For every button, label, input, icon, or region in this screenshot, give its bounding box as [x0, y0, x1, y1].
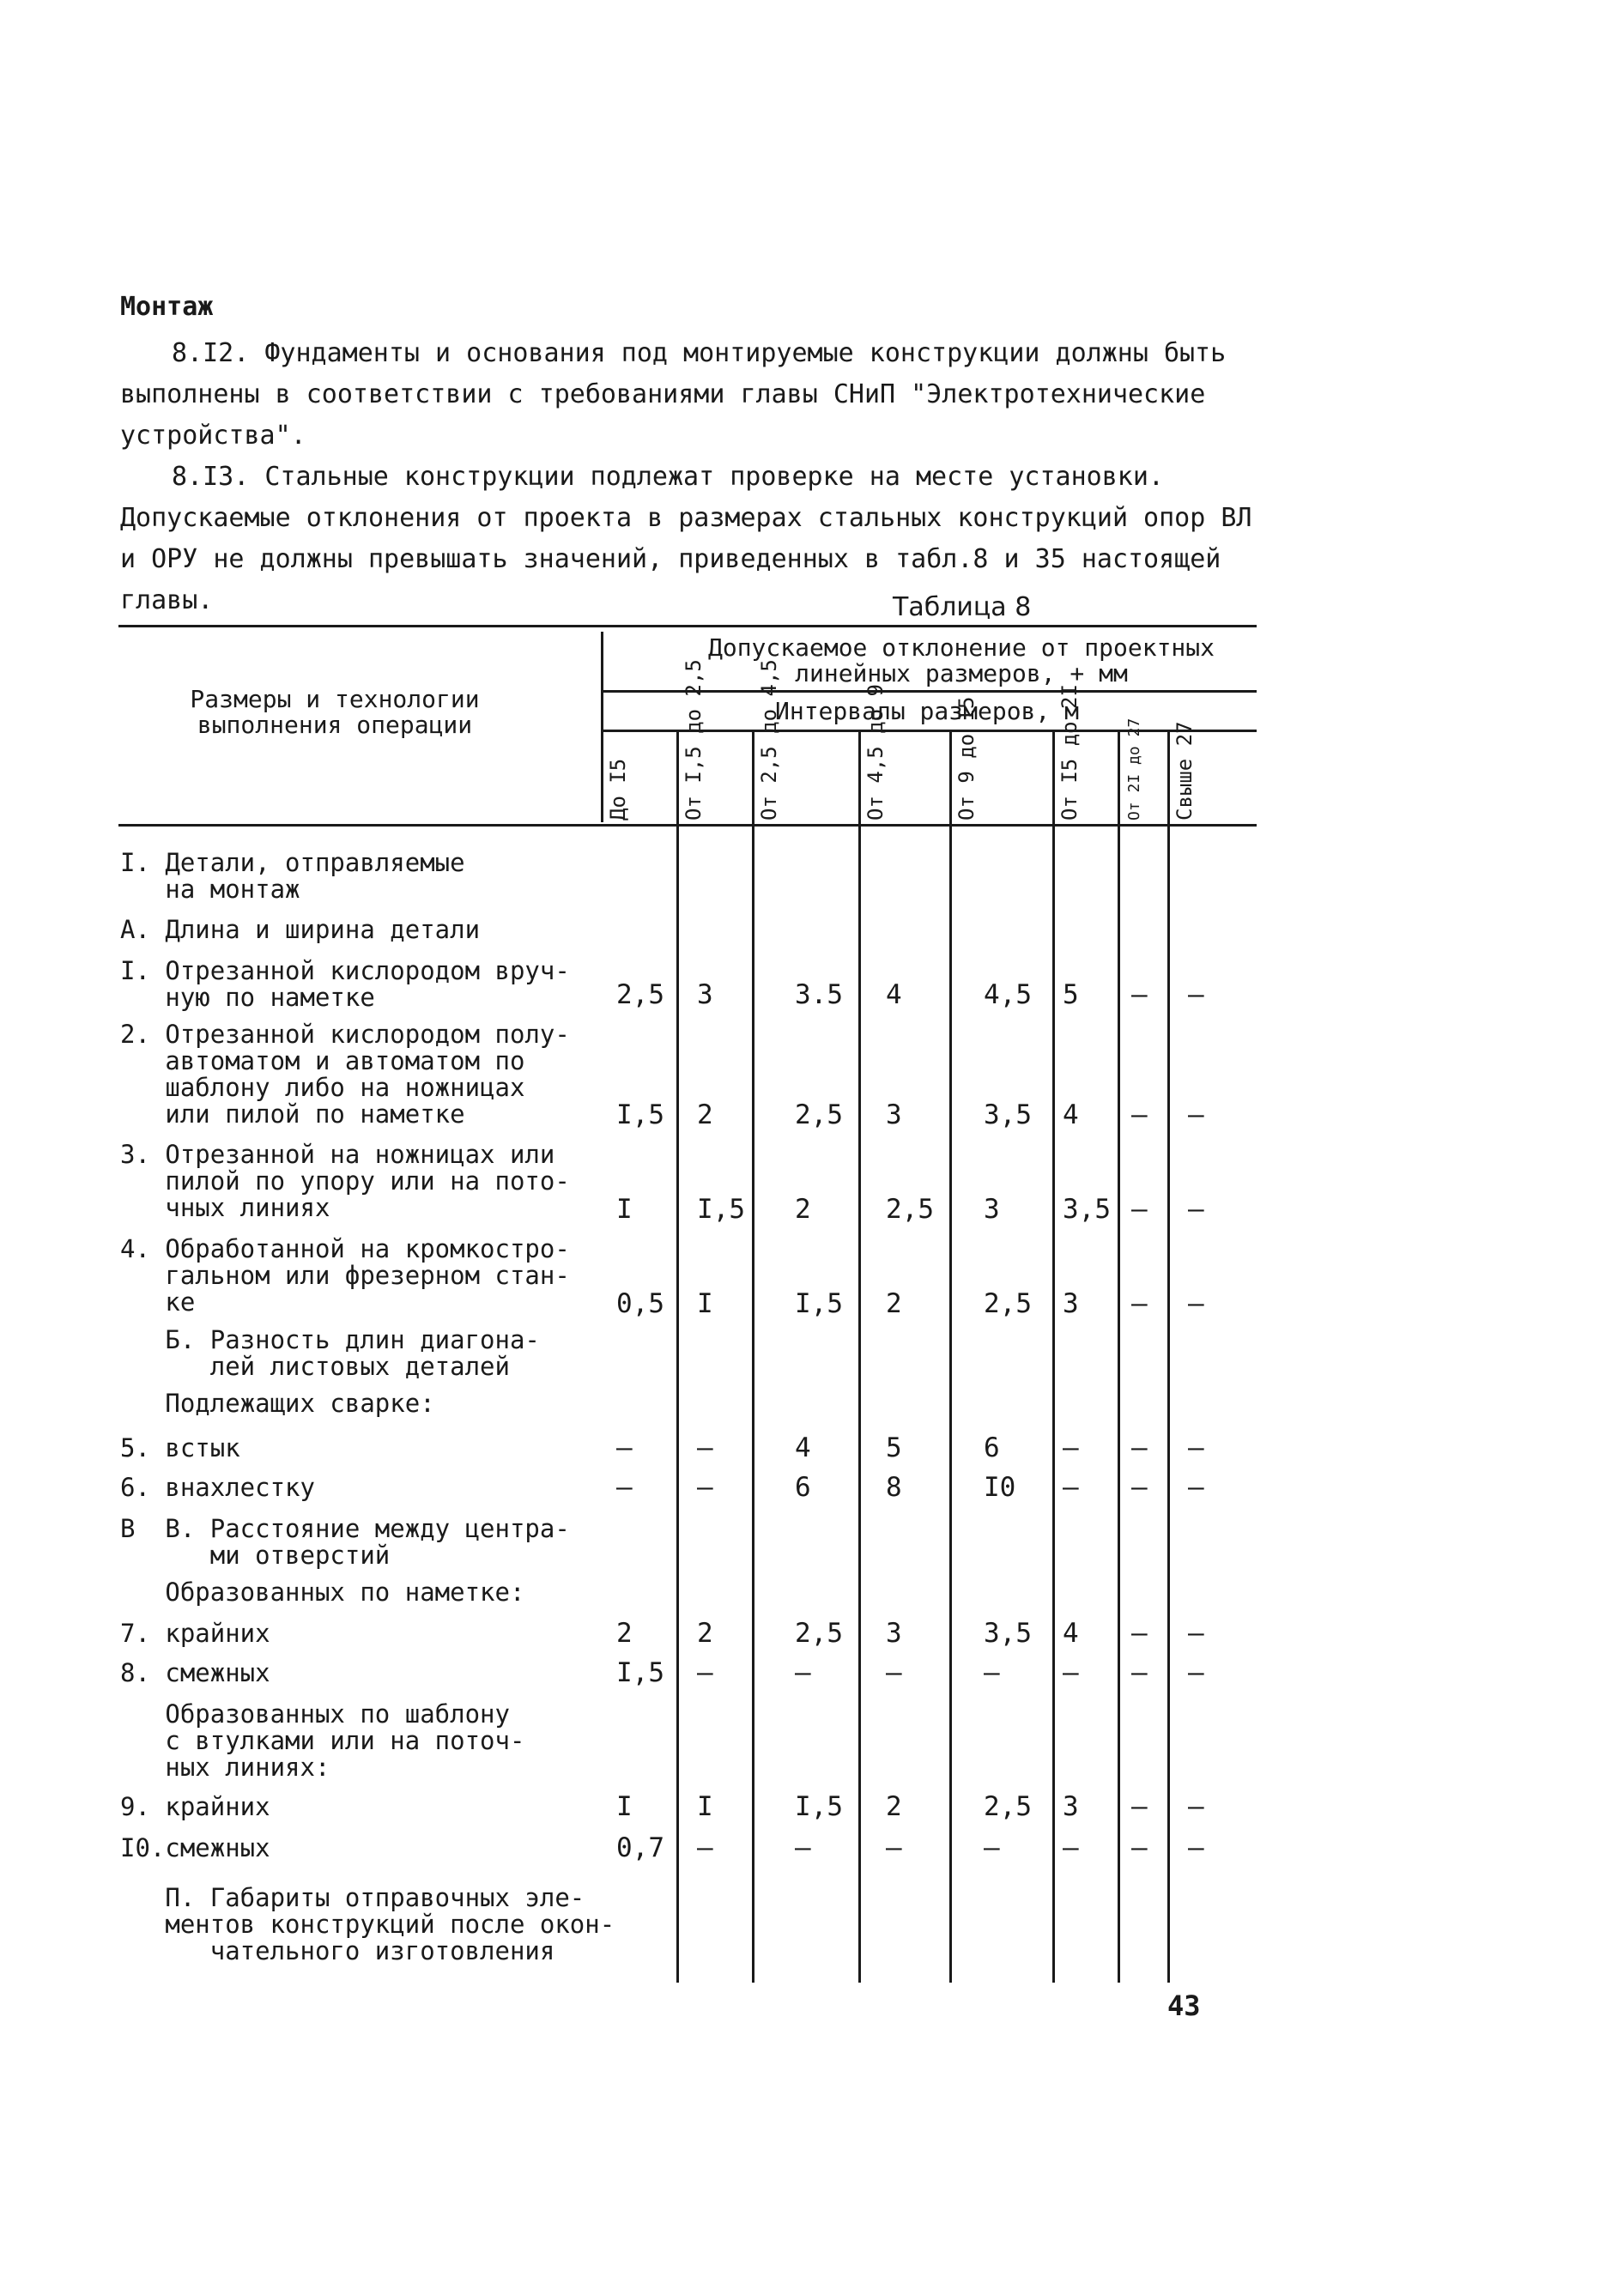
row-value: 2,5 [984, 1288, 1032, 1319]
row-value: 3.5 [795, 979, 843, 1010]
row-value: – [1188, 1791, 1204, 1822]
row-label: Б. Разность длин диагона- лей листовых деталей [165, 1325, 540, 1381]
row-value: 4 [795, 1432, 811, 1463]
row-value: – [1188, 1618, 1204, 1649]
row-label: Образованных по шаблону с втулками или на поточ- ных линиях: [165, 1699, 525, 1782]
row-value: 0,5 [616, 1288, 664, 1319]
row-value: – [697, 1832, 713, 1863]
row-label: 2. Отрезанной кислородом полу- автоматом и автоматом по шаблону либо на ножницах или пилой по наметке [120, 1020, 570, 1129]
interval-column-header: От 2,5 до 4,5 [757, 659, 781, 821]
interval-column-header: От 4,5 до 9 [864, 684, 888, 821]
row-value: 3,5 [1063, 1194, 1111, 1225]
row-value: I,5 [616, 1657, 664, 1688]
row-value: – [1188, 1472, 1204, 1503]
row-value: 3 [1063, 1791, 1079, 1822]
row-value: 4 [1063, 1099, 1079, 1130]
interval-column-header: Свыше 27 [1173, 721, 1197, 821]
interval-column-divider [1118, 732, 1120, 1983]
row-value: 6 [984, 1432, 1000, 1463]
row-value: 3 [984, 1194, 1000, 1225]
row-value: 3 [886, 1099, 902, 1130]
row-value: – [1131, 1288, 1148, 1319]
row-value: 6 [795, 1472, 811, 1503]
interval-column-divider [676, 732, 679, 1983]
table-top-rule [118, 625, 1257, 627]
header-sub: Интервалы размеров, м [774, 697, 1079, 725]
row-value: I,5 [795, 1288, 843, 1319]
row-value: – [1188, 1832, 1204, 1863]
row-value: 4,5 [984, 979, 1032, 1010]
row-value: – [984, 1832, 1000, 1863]
table-caption: Таблица 8 [893, 592, 1032, 622]
header-bottom-rule [118, 824, 1257, 827]
row-value: – [886, 1832, 902, 1863]
row-value: 3 [697, 979, 713, 1010]
header-left: Размеры и технологии выполнения операции [190, 685, 480, 739]
row-value: – [1188, 1194, 1204, 1225]
section-title: Монтаж [120, 292, 214, 322]
row-value: – [886, 1657, 902, 1688]
row-value: – [1188, 1288, 1204, 1319]
row-value: – [1188, 1657, 1204, 1688]
row-value: 2 [795, 1194, 811, 1225]
row-label: 6. внахлестку [120, 1473, 315, 1502]
row-value: – [1131, 1832, 1148, 1863]
row-value: 2 [886, 1791, 902, 1822]
interval-column-divider [858, 732, 861, 1983]
row-label: 4. Обработанной на кромкостро- гальном или фрезерном стан- ке [120, 1234, 570, 1317]
row-value: 2,5 [886, 1194, 934, 1225]
row-label: I. Отрезанной кислородом вруч- ную по наметке [120, 956, 570, 1012]
row-label: П. Габариты отправочных эле- ментов конструкций после окон- чательного изготовления [165, 1883, 615, 1965]
row-label: 5. встык [120, 1433, 240, 1463]
row-value: – [1131, 979, 1148, 1010]
interval-column-header: От I,5 до 2,5 [682, 659, 706, 821]
row-value: I,5 [616, 1099, 664, 1130]
row-value: – [1131, 1618, 1148, 1649]
row-value: 2,5 [984, 1791, 1032, 1822]
row-value: – [1063, 1472, 1079, 1503]
row-value: – [1131, 1099, 1148, 1130]
row-value: I0 [984, 1472, 1016, 1503]
row-value: – [1063, 1832, 1079, 1863]
row-value: I [616, 1194, 633, 1225]
row-value: – [1131, 1791, 1148, 1822]
row-value: – [1188, 979, 1204, 1010]
interval-column-divider [949, 732, 952, 1983]
row-value: 3 [1063, 1288, 1079, 1319]
row-value: 2,5 [795, 1099, 843, 1130]
row-value: – [616, 1472, 633, 1503]
row-value: – [1131, 1657, 1148, 1688]
row-value: 0,7 [616, 1832, 664, 1863]
row-value: – [1131, 1472, 1148, 1503]
row-value: I,5 [795, 1791, 843, 1822]
row-value: 5 [886, 1432, 902, 1463]
row-label: А. Длина и ширина детали [120, 915, 481, 944]
row-value: I [697, 1791, 713, 1822]
interval-column-divider [1052, 732, 1055, 1983]
row-value: – [616, 1432, 633, 1463]
row-value: I [697, 1288, 713, 1319]
row-value: – [697, 1657, 713, 1688]
row-value: 2 [697, 1099, 713, 1130]
row-value: – [697, 1472, 713, 1503]
row-label: Подлежащих сварке: [120, 1389, 435, 1418]
row-value: – [795, 1657, 811, 1688]
row-label: I0.смежных [120, 1833, 270, 1862]
row-value: I [616, 1791, 633, 1822]
interval-column-header: От 2I до 27 [1125, 718, 1143, 821]
row-label: Образованных по наметке: [120, 1578, 525, 1607]
row-value: – [984, 1657, 1000, 1688]
header-top: Допускаемое отклонение от проектных линейных размеров, + мм [707, 633, 1215, 687]
paragraph-8-13: 8.I3. Стальные конструкции подлежат проверке на месте установки. Допускаемые отклонения от проекта в размерах стальных конструкций опор ВЛ и ОРУ не должны превышать значений, приведенных в табл.8 и 35 настоящей главы. [120, 462, 1252, 615]
row-value: 2 [886, 1288, 902, 1319]
row-value: – [697, 1432, 713, 1463]
row-value: 2,5 [616, 979, 664, 1010]
interval-column-header: От 9 до I5 [954, 696, 979, 821]
row-label: 3. Отрезанной на ножницах или пилой по упору или на пото- чных линиях [120, 1140, 570, 1222]
row-value: – [795, 1832, 811, 1863]
row-value: 4 [1063, 1618, 1079, 1649]
row-value: – [1063, 1657, 1079, 1688]
row-label: В В. Расстояние между центра- ми отверстий [120, 1514, 570, 1570]
row-value: 8 [886, 1472, 902, 1503]
row-value: 2 [616, 1618, 633, 1649]
row-value: 3,5 [984, 1618, 1032, 1649]
row-label: 8. смежных [120, 1658, 270, 1687]
row-value: – [1188, 1432, 1204, 1463]
interval-column-divider [1167, 732, 1170, 1983]
row-value: 3,5 [984, 1099, 1032, 1130]
row-value: – [1131, 1432, 1148, 1463]
interval-column-header: До I5 [606, 758, 630, 821]
header-divider [601, 632, 603, 822]
page-number: 43 [1167, 1989, 1201, 2022]
row-value: 3 [886, 1618, 902, 1649]
row-value: 2,5 [795, 1618, 843, 1649]
row-value: 2 [697, 1618, 713, 1649]
row-value: – [1063, 1432, 1079, 1463]
row-label: 9. крайних [120, 1792, 270, 1821]
paragraph-8-12: 8.I2. Фундаменты и основания под монтируемые конструкции должны быть выполнены в соответствии с требованиями главы СНиП "Электротехнические устройства". [120, 338, 1227, 451]
interval-column-header: От I5 до 2I [1057, 684, 1082, 821]
row-value: – [1188, 1099, 1204, 1130]
row-value: I,5 [697, 1194, 745, 1225]
row-value: – [1131, 1194, 1148, 1225]
row-value: 4 [886, 979, 902, 1010]
row-label: 7. крайних [120, 1619, 270, 1648]
row-label: I. Детали, отправляемые на монтаж [120, 848, 465, 904]
row-value: 5 [1063, 979, 1079, 1010]
interval-column-divider [752, 732, 754, 1983]
